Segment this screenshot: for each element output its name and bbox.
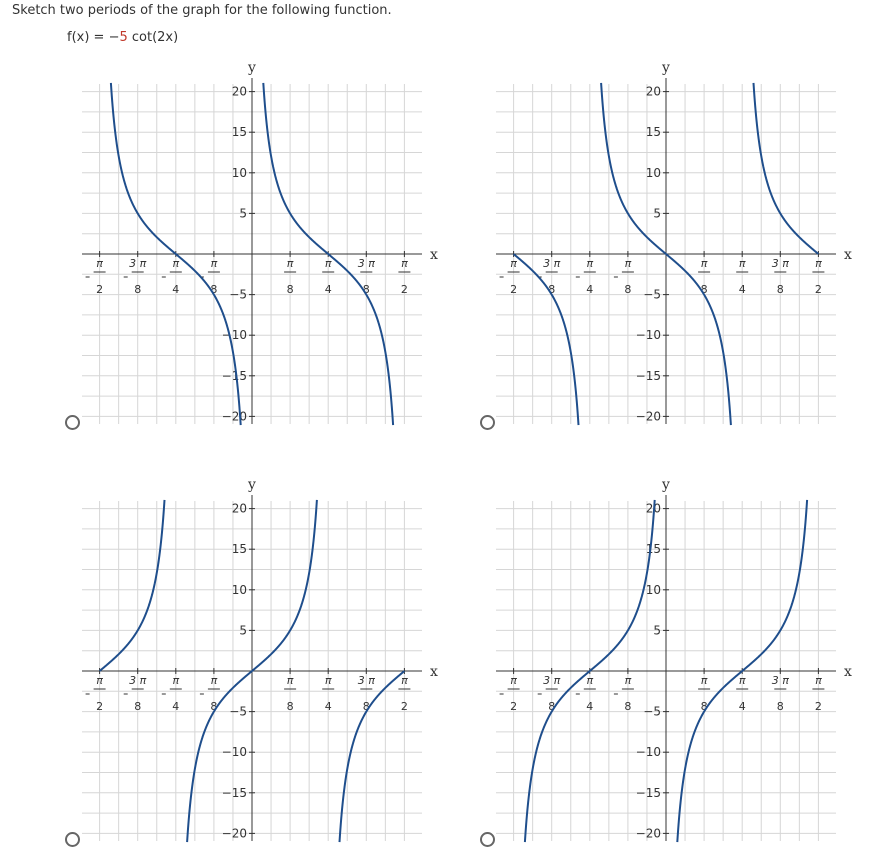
y-tick-label: −10: [221, 745, 247, 760]
x-tick-denominator: 8: [700, 700, 708, 713]
x-tick-numerator: 3 π: [357, 674, 375, 687]
x-tick-numerator: π: [510, 257, 517, 270]
x-tick-numerator: π: [172, 674, 180, 687]
x-tick-numerator: π: [586, 257, 594, 270]
x-tick-numerator: π: [324, 257, 332, 270]
x-tick-numerator: π: [324, 674, 332, 687]
x-tick-denominator: 4: [172, 700, 180, 713]
y-axis-label: y: [662, 60, 670, 76]
x-tick-denominator: 8: [362, 283, 370, 296]
x-axis-label: x: [844, 664, 852, 680]
y-axis-label: y: [248, 477, 256, 493]
x-tick-label: [124, 674, 147, 713]
x-tick-label: [576, 257, 596, 296]
x-tick-denominator: 4: [172, 283, 180, 296]
y-tick-label: 15: [231, 542, 247, 557]
x-tick-label: [86, 674, 106, 713]
x-tick-denominator: 4: [738, 283, 746, 296]
x-tick-numerator: 3 π: [129, 257, 147, 270]
x-tick-denominator: 8: [134, 700, 142, 713]
x-tick-numerator: π: [210, 257, 218, 270]
y-tick-label: −10: [635, 745, 661, 760]
x-tick-denominator: 4: [324, 700, 332, 713]
y-tick-label: 20: [231, 501, 247, 516]
x-tick-denominator: 2: [400, 283, 408, 296]
x-tick-numerator: π: [815, 674, 822, 687]
curve-branch: [340, 671, 405, 842]
y-tick-label: −5: [229, 704, 247, 719]
curve-branch: [100, 500, 165, 671]
y-tick-label: −10: [635, 328, 661, 343]
x-tick-denominator: 8: [624, 700, 632, 713]
graph-option-bottom-left: [0, 417, 440, 857]
x-axis-label: x: [844, 247, 852, 263]
x-tick-numerator: π: [401, 257, 408, 270]
x-tick-numerator: 3 π: [771, 674, 789, 687]
x-tick-numerator: π: [286, 674, 294, 687]
y-tick-label: 10: [645, 165, 661, 180]
x-tick-label: [162, 257, 182, 296]
x-tick-denominator: 4: [324, 283, 332, 296]
x-tick-numerator: π: [586, 674, 594, 687]
y-tick-label: 15: [231, 125, 247, 140]
x-tick-denominator: 8: [134, 283, 142, 296]
y-tick-label: 10: [231, 582, 247, 597]
x-tick-label: [538, 674, 561, 713]
x-tick-denominator: 8: [286, 700, 294, 713]
y-tick-label: 5: [239, 623, 247, 638]
x-tick-numerator: π: [172, 257, 180, 270]
x-tick-numerator: π: [96, 674, 103, 687]
y-tick-label: −15: [635, 785, 661, 800]
x-tick-denominator: 2: [96, 700, 104, 713]
graph-option-top-right: [414, 0, 854, 440]
y-tick-label: 10: [645, 582, 661, 597]
x-tick-denominator: 8: [286, 283, 294, 296]
x-tick-label: [162, 674, 182, 713]
y-tick-label: −20: [635, 826, 661, 841]
x-tick-numerator: π: [286, 257, 294, 270]
x-tick-label: [614, 257, 634, 296]
y-tick-label: 20: [645, 84, 661, 99]
x-tick-numerator: π: [738, 674, 746, 687]
x-tick-numerator: π: [700, 257, 708, 270]
x-axis-label: x: [430, 247, 438, 263]
y-axis-label: y: [662, 477, 670, 493]
x-tick-numerator: 3 π: [771, 257, 789, 270]
x-tick-numerator: π: [738, 257, 746, 270]
x-tick-numerator: π: [700, 674, 708, 687]
y-tick-label: 15: [645, 542, 661, 557]
y-tick-label: −15: [635, 368, 661, 383]
x-tick-numerator: π: [210, 674, 218, 687]
y-tick-label: −20: [635, 409, 661, 424]
x-tick-denominator: 2: [814, 283, 822, 296]
x-tick-denominator: 8: [362, 700, 370, 713]
y-tick-label: 15: [645, 125, 661, 140]
x-tick-denominator: 8: [776, 283, 784, 296]
y-tick-label: −10: [221, 328, 247, 343]
x-tick-denominator: 4: [738, 700, 746, 713]
question-prompt: Sketch two periods of the graph for the following function.: [12, 3, 392, 18]
x-tick-denominator: 8: [700, 283, 708, 296]
x-tick-label: [614, 674, 634, 713]
x-tick-denominator: 8: [548, 700, 556, 713]
y-tick-label: 20: [231, 84, 247, 99]
x-tick-denominator: 8: [548, 283, 556, 296]
graph-option-bottom-right: [414, 417, 854, 857]
curve-branch: [514, 254, 579, 425]
x-tick-denominator: 4: [586, 700, 594, 713]
x-tick-denominator: 4: [586, 283, 594, 296]
x-tick-numerator: π: [401, 674, 408, 687]
y-tick-label: −5: [643, 287, 661, 302]
x-tick-denominator: 2: [400, 700, 408, 713]
x-tick-denominator: 8: [624, 283, 632, 296]
function-rest: cot(2x): [127, 30, 179, 45]
graph-option-top-left: [0, 0, 440, 440]
x-tick-numerator: π: [96, 257, 103, 270]
x-tick-numerator: 3 π: [543, 674, 561, 687]
x-tick-denominator: 2: [814, 700, 822, 713]
x-tick-denominator: 8: [210, 700, 218, 713]
y-tick-label: −20: [221, 826, 247, 841]
y-tick-label: 5: [653, 206, 661, 221]
x-tick-label: [500, 674, 520, 713]
x-tick-label: [500, 257, 520, 296]
x-tick-numerator: 3 π: [357, 257, 375, 270]
x-tick-label: [124, 257, 147, 296]
y-axis-label: y: [248, 60, 256, 76]
function-coefficient: 5: [119, 30, 128, 45]
x-tick-denominator: 2: [510, 700, 518, 713]
y-tick-label: −15: [221, 368, 247, 383]
x-axis-label: x: [430, 664, 438, 680]
x-tick-numerator: 3 π: [129, 674, 147, 687]
x-tick-denominator: 8: [776, 700, 784, 713]
x-tick-denominator: 8: [210, 283, 218, 296]
x-tick-numerator: π: [815, 257, 822, 270]
curve-branch: [754, 83, 819, 254]
y-tick-label: −5: [229, 287, 247, 302]
y-tick-label: 20: [645, 501, 661, 516]
x-tick-numerator: π: [510, 674, 517, 687]
y-tick-label: 5: [239, 206, 247, 221]
y-tick-label: 10: [231, 165, 247, 180]
x-tick-numerator: 3 π: [543, 257, 561, 270]
x-tick-numerator: π: [624, 674, 632, 687]
y-tick-label: 5: [653, 623, 661, 638]
y-tick-label: −5: [643, 704, 661, 719]
x-tick-label: [86, 257, 106, 296]
x-tick-numerator: π: [624, 257, 632, 270]
x-tick-denominator: 2: [96, 283, 104, 296]
x-tick-denominator: 2: [510, 283, 518, 296]
y-tick-label: −20: [221, 409, 247, 424]
function-lhs: f(x) = −: [67, 30, 120, 45]
y-tick-label: −15: [221, 785, 247, 800]
